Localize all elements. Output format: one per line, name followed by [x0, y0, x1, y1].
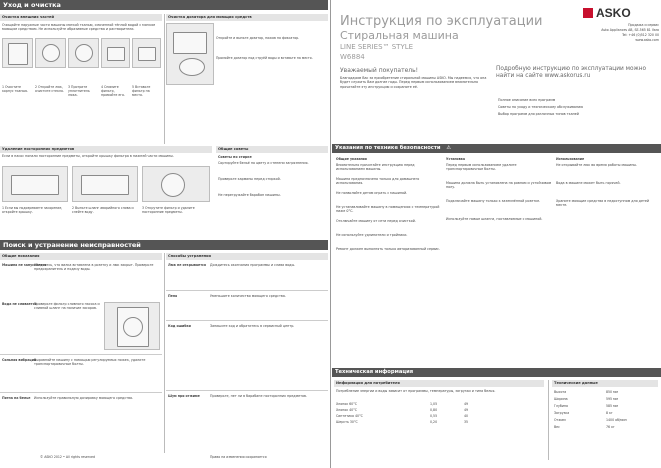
tips-title: Советы по стирке [218, 155, 252, 159]
model-number: W6884 [340, 53, 365, 61]
table-row-3-program: Синтетика 40°C [336, 414, 363, 418]
care-header: Уход и очистка [0, 0, 328, 10]
table-row-3-kwh: 0,55 [430, 414, 438, 418]
spec-5-value: 1400 об/мин [606, 418, 627, 422]
spec-1-value: 850 мм [606, 390, 618, 394]
trouble-right-3-label: Код ошибки [168, 324, 191, 328]
pump-illustration-2 [72, 166, 138, 202]
footer-left: © ASKO 2012 • All rights reserved [40, 455, 95, 459]
trouble-right-divider-3 [166, 390, 328, 391]
step-3-illustration [68, 38, 99, 68]
general-advice-subheader: Общие советы [216, 146, 328, 153]
tech-data-subheader: Технические данные [552, 380, 658, 387]
contact-line-1: Продажа и сервис [628, 23, 659, 27]
table-row-2-program: Хлопок 40°C [336, 408, 358, 412]
trouble-row-4-label: Пятна на белье [2, 396, 31, 400]
safety-col3-item-2: Вода в машине может быть горячей. [556, 181, 621, 185]
spec-1-key: Высота [554, 390, 567, 394]
trouble-col1-head: Общие показания [0, 253, 162, 260]
trouble-row-1-label: Машина не запускается [2, 263, 47, 267]
safety-col1-item-6: Не используйте удлинители и тройники. [336, 233, 408, 237]
machine-illustration [104, 302, 160, 350]
spec-5-key: Отжим [554, 418, 566, 422]
safety-col2-item-4: Используйте новые шланги, поставляемые с машиной. [446, 217, 543, 221]
trouble-row-3-label: Сильная вибрация [2, 358, 36, 362]
safety-col3-head: Использование [556, 157, 585, 161]
table-row-1-liters: 49 [464, 402, 469, 406]
trouble-column-divider [164, 253, 165, 453]
trouble-col2-head: Способы устранения [166, 253, 328, 260]
step-2-illustration [35, 38, 66, 68]
tip-3: Не перегружайте барабан машины. [218, 193, 281, 197]
pump-caption-3: 3 Открутите фильтр и удалите посторонние предметы. [142, 206, 195, 215]
pump-caption-2: 2 Выньте шланг аварийного слива и слейте воду. [72, 206, 134, 215]
detail-item-3: Выбор программ для различных типов тканей [498, 112, 579, 116]
trouble-row-4-text: Используйте правильную дозировку моющего средства. [34, 396, 134, 400]
step-5-caption: 5 Вставьте фильтр на место. [132, 85, 151, 98]
contact-line-4: www.asko.com [635, 38, 659, 42]
spec-6-value: 76 кг [606, 425, 615, 429]
drawer-cleaning-subheader: Очистка дозатора для моющих средств [166, 14, 328, 21]
manual-subtitle: Стиральная машина [340, 29, 459, 42]
spec-6-key: Вес [554, 425, 560, 429]
safety-header [332, 144, 661, 153]
table-row-2-kwh: 0,80 [430, 408, 438, 412]
table-row-4-liters: 35 [464, 420, 469, 424]
series-name: LINE SERIES™ STYLE [340, 43, 414, 51]
troubleshooting-header: Поиск и устранение неисправностей [0, 240, 328, 250]
detail-item-1: Полное описание всех программ [498, 98, 556, 102]
trouble-right-2-text: Уменьшите количество моющего средства. [210, 294, 286, 298]
trouble-row-2-label: Вода не сливается [2, 302, 37, 306]
pump-illustration-1 [2, 166, 68, 202]
tip-1: Сортируйте бельё по цвету и степени загрязнения. [218, 161, 309, 165]
step-5-illustration [132, 38, 161, 68]
table-row-2-liters: 49 [464, 408, 469, 412]
trouble-right-3-text: Запишите код и обратитесь в сервисный центр. [210, 324, 295, 328]
safety-col1-item-7: Ремонт должен выполнять только авторизованный сервис. [336, 247, 441, 251]
tip-2: Проверьте карманы перед стиркой. [218, 177, 281, 181]
safety-col1-item-3: Не позволяйте детям играть с машиной. [336, 191, 408, 195]
drawer-caption-2: Промойте дозатор под струёй воды и вставьте на место. [216, 56, 313, 60]
trouble-right-2-label: Пена [168, 294, 178, 298]
pump-illustration-3 [142, 166, 210, 202]
safety-col2-item-3: Подключайте машину только к заземлённой розетке. [446, 199, 541, 203]
trouble-right-4-text: Проверьте, нет ли в барабане посторонних предметов. [210, 394, 308, 398]
safety-col2-item-1: Перед первым использованием удалите транспортировочные болты. [446, 163, 517, 172]
spec-3-key: Глубина [554, 404, 568, 408]
table-row-4-program: Шерсть 30°C [336, 420, 358, 424]
intro-text: Благодарим Вас за приобретение стиральной машины ASKO. Мы надеемся, что она будет служить Вам долгие годы. Перед первым использованием внимательно прочитайте эту инструкцию и сохраните её. [340, 76, 487, 89]
page-split [330, 0, 331, 468]
safety-col1-item-4: Не устанавливайте машину в помещениях с температурой ниже 0°C. [336, 205, 440, 214]
trouble-row-3-text: Выровняйте машину с помощью регулируемых ножек, удалите транспортировочные болты. [34, 358, 146, 367]
trouble-right-divider-2 [166, 320, 328, 321]
spec-4-value: 8 кг [606, 411, 613, 415]
safety-col1-item-5: Отключайте машину от сети перед очисткой. [336, 219, 416, 223]
trouble-row-1-text: Убедитесь, что вилка вставлена в розетку и люк закрыт. Проверьте предохранитель и подачу воды. [34, 263, 154, 272]
contact-line-3: Tel: +46 (0)512 320 00 [622, 33, 659, 37]
step-4-illustration [101, 38, 130, 68]
tech-column-divider [548, 380, 549, 460]
consumer-info-subheader: Информация для потребителя [334, 380, 544, 387]
brand-logo-icon [583, 8, 593, 18]
pump-subheader: Удаление посторонних предметов [0, 146, 212, 153]
dear-customer-heading: Уважаемый покупатель! [340, 67, 419, 74]
step-4-caption: 4 Снимите фильтр, промойте его. [101, 85, 125, 98]
safety-col2-item-2: Машина должна быть установлена на ровном и устойчивом полу. [446, 181, 552, 190]
spec-2-value: 595 мм [606, 397, 618, 401]
detail-item-2: Советы по уходу и техническому обслуживанию [498, 105, 584, 109]
trouble-row-2-text: Проверьте фильтр сливного насоса и сливной шланг на наличие засоров. [34, 302, 100, 311]
safety-col1-head: Общие указания [336, 157, 367, 161]
contact-line-2: Asko Appliances AB, SE-565 81 Vara [601, 28, 659, 32]
drawer-caption-1: Откройте и выньте дозатор, нажав на фиксатор. [216, 36, 300, 40]
outer-cleaning-text: Очищайте наружные части машины мягкой тканью, смоченной тёплой водой с мягким моющим средством. Не используйте абразивные средства и растворители. [2, 23, 156, 32]
footer-right: Право на изменения сохраняется [210, 455, 267, 459]
table-row-1-program: Хлопок 60°C [336, 402, 358, 406]
safety-col3-item-3: Храните моющие средства в недоступном для детей месте. [556, 199, 650, 208]
drawer-illustration [166, 23, 214, 85]
trouble-divider-1 [0, 354, 162, 355]
step-1-caption: 1 Очистите корпус тканью. [2, 85, 29, 94]
table-row-1-kwh: 1,05 [430, 402, 438, 406]
manual-title: Инструкция по эксплуатации [340, 14, 543, 29]
consumer-info-text: Потребление энергии и воды зависит от программы, температуры, загрузки и типа белья. [336, 389, 496, 393]
step-1-illustration [2, 38, 33, 68]
spec-2-key: Ширина [554, 397, 568, 401]
trouble-divider-2 [0, 392, 162, 393]
outer-cleaning-subheader: Очистка внешних частей [0, 14, 162, 21]
spec-3-value: 585 мм [606, 404, 618, 408]
warning-icon: ⚠ [446, 145, 451, 151]
trouble-right-1-label: Люк не открывается [168, 263, 206, 267]
brand-name: ASKO [596, 6, 631, 20]
safety-title: Указания по технике безопасности [335, 145, 441, 151]
spec-4-key: Загрузка [554, 411, 570, 415]
table-row-4-kwh: 0,20 [430, 420, 438, 424]
column-divider [164, 14, 165, 144]
tech-header: Техническая информация [332, 368, 661, 377]
pump-text: Если в насос попали посторонние предметы, откройте крышку фильтра в нижней части машины. [2, 154, 174, 158]
safety-col1-item-2: Машина предназначена только для домашнего использования. [336, 177, 420, 186]
step-3-caption: 3 Протрите уплотнитель люка. [68, 85, 90, 98]
safety-col1-item-1: Внимательно прочитайте инструкцию перед использованием машины. [336, 163, 415, 172]
trouble-right-divider-1 [166, 290, 328, 291]
safety-col2-head: Установка [446, 157, 466, 161]
trouble-right-1-text: Дождитесь окончания программы и слива воды. [210, 263, 296, 267]
pump-caption-1: 1 Если вы подозреваете засорение, откройте крышку. [2, 206, 63, 215]
step-2-caption: 2 Откройте люк, очистите стекло. [35, 85, 64, 94]
table-row-3-liters: 40 [464, 414, 469, 418]
trouble-right-4-label: Шум при отжиме [168, 394, 200, 398]
safety-col3-item-1: Не открывайте люк во время работы машины. [556, 163, 638, 167]
detailed-manual-heading: Подробную инструкцию по эксплуатации можно найти на сайте www.askorus.ru [496, 66, 647, 80]
